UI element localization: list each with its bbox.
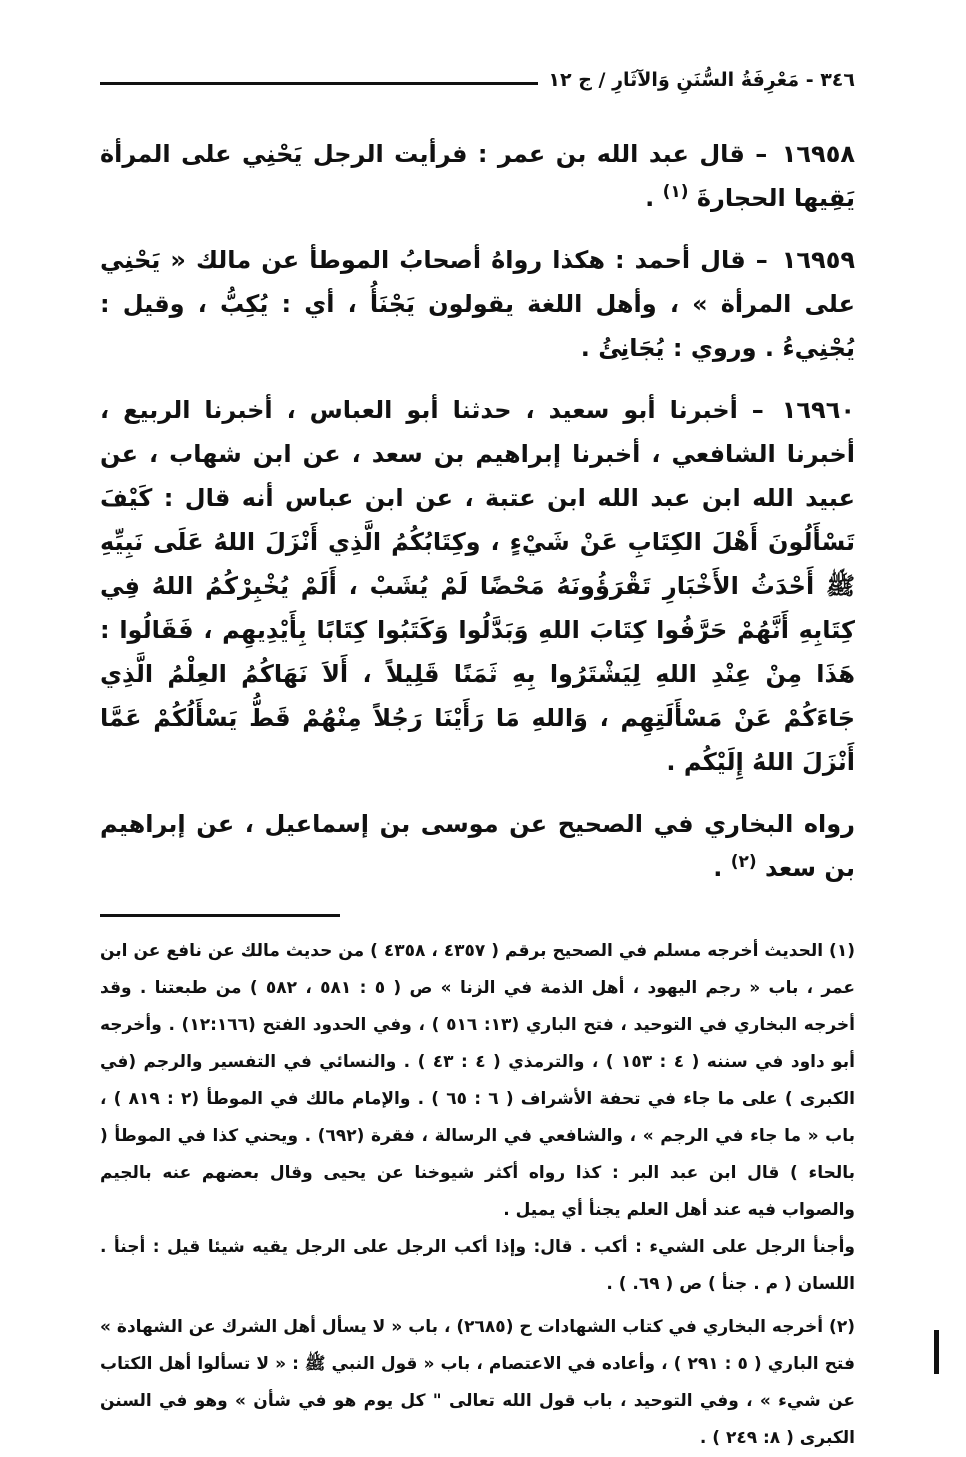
- narration-end: .: [713, 854, 723, 882]
- book-page: [100, 60, 855, 1457]
- footnotes: [100, 933, 855, 1457]
- entry-number: ١٦٩٦٠: [781, 396, 855, 424]
- entry-text: – قال عبد الله بن عمر : فرأيت الرجل يَحْنِي على المرأة يَقِيها الحجارةَ: [100, 140, 855, 212]
- entry-paragraph-16959: [100, 238, 855, 370]
- entry-paragraph-16960: [100, 388, 855, 784]
- main-text: [100, 132, 855, 890]
- footnote-1-continuation: وأجنأ الرجل على الشيء : أكب . قال: وإذا أكب الرجل على الرجل يقيه شيئا قيل : أجنأ . اللسان ( م . جنأ ) ص ( ٦٩. ) .: [100, 1237, 855, 1294]
- entry-number: ١٦٩٥٩: [781, 246, 855, 274]
- entry-paragraph-16958: [100, 132, 855, 220]
- footnote-1: (١) الحديث أخرجه مسلم في الصحيح برقم ( ٤٣٥٧ ، ٤٣٥٨ ) من حديث مالك عن نافع عن ابن عمر ، باب « رجم اليهود ، أهل الذمة في الزنا » ص ( ٥ : ٥٨١ ، ٥٨٢ ) من طبعتنا . وقد أخرجه البخاري في التوحيد ، فتح الباري (١٣: ٥١٦ ) ، وفي الحدود الفتح (١٢:١٦٦) . وأخرجه أبو داود في سننه ( ٤ : ١٥٣ ) ، والترمذي ( ٤ : ٤٣ ) . والنسائي في التفسير والرجم (في الكبرى ) على ما جاء في تحفة الأشراف ( ٦ : ٦٥ ) . والإمام مالك في الموطأ (٢ : ٨١٩ ) ، باب « ما جاء في الرجم » ، والشافعي في الرسالة ، فقرة (٦٩٢) . ويحني كذا في الموطأ ( بالحاء ) قال ابن عبد البر : كذا رواه أكثر شيوخنا عن يحيى وقال بعضهم عنه بالجيم والصواب فيه عند أهل العلم يجنأ أي يميل .: [100, 941, 856, 1220]
- footnote-separator: [100, 914, 340, 917]
- entry-end: .: [645, 184, 655, 212]
- footnote-ref[interactable]: (١): [662, 182, 689, 202]
- footnote-ref[interactable]: (٢): [730, 852, 757, 872]
- entry-text: – أخبرنا أبو سعيد ، حدثنا أبو العباس ، أخبرنا الربيع ، أخبرنا الشافعي ، أخبرنا إبراهيم بن سعد ، عن ابن شهاب ، عن عبيد الله ابن عبد الله ابن عتبة ، عن ابن عباس أنه قال : كَيْفَ تَسْأَلُونَ أَهْلَ الكِتَابِ عَنْ شَيْءٍ ، وكِتَابُكُمُ الَّذِي أَنْزَلَ اللهُ عَلَى نَبِيِّهِ ﷺ أَحْدَثُ الأَخْبَارِ تَقْرَؤُونَهُ مَحْضًا لَمْ يُشَبْ ، أَلَمْ يُخْبِرْكُمُ اللهُ فِي كِتَابِهِ أَنَّهُمْ حَرَّفُوا كِتَابَ اللهِ وَبَدَّلُوا وَكَتَبُوا كِتَابًا بِأَيْدِيهِم ، فَقَالُوا : هَذَا مِنْ عِنْدِ اللهِ لِيَشْتَرُوا بِهِ ثَمَنًا قَلِيلاً ، أَلاَ نَهَاكُمُ العِلْمُ الَّذِي جَاءَكُمْ عَنْ مَسْأَلَتِهِم ، وَاللهِ مَا رَأَيْنَا رَجُلاً مِنْهُمْ قَطُّ يَسْأَلُكُمْ عَمَّا أَنْزَلَ اللهُ إِلَيْكُم .: [100, 396, 855, 776]
- page-edge-mark: [934, 1330, 939, 1374]
- entry-text: – قال أحمد : هكذا رواهُ أصحابُ الموطأ عن مالك « يَحْنِي على المرأة » ، وأهل اللغة يقولون يَجْنَأُ ، أي : يُكِبُّ ، وقيل : يُجْنِيءُ . وروي : يُجَانِئُ .: [100, 246, 855, 362]
- header-rule: [100, 82, 538, 85]
- narration-paragraph: [100, 802, 855, 890]
- footnote-2: (٢) أخرجه البخاري في كتاب الشهادات ح (٢٦٨٥) ، باب « لا يسأل أهل الشرك عن الشهادة » فتح الباري ( ٥ : ٢٩١ ) ، وأعاده في الاعتصام ، باب « قول النبي ﷺ : « لا تسألوا أهل الكتاب عن شيء » ، وفي التوحيد ، باب قول الله تعالى " كل يوم هو في شأن » وهو في السنن الكبرى ( ٨: ٢٤٩ ) .: [100, 1317, 855, 1448]
- narration-text: رواه البخاري في الصحيح عن موسى بن إسماعيل ، عن إبراهيم بن سعد: [100, 810, 855, 882]
- running-header-text: ٣٤٦ - مَعْرِفَةُ السُّنَنِ وَالآثَارِ / ج ١٢: [548, 69, 855, 91]
- entry-number: ١٦٩٥٨: [781, 140, 855, 168]
- running-header: [100, 60, 855, 100]
